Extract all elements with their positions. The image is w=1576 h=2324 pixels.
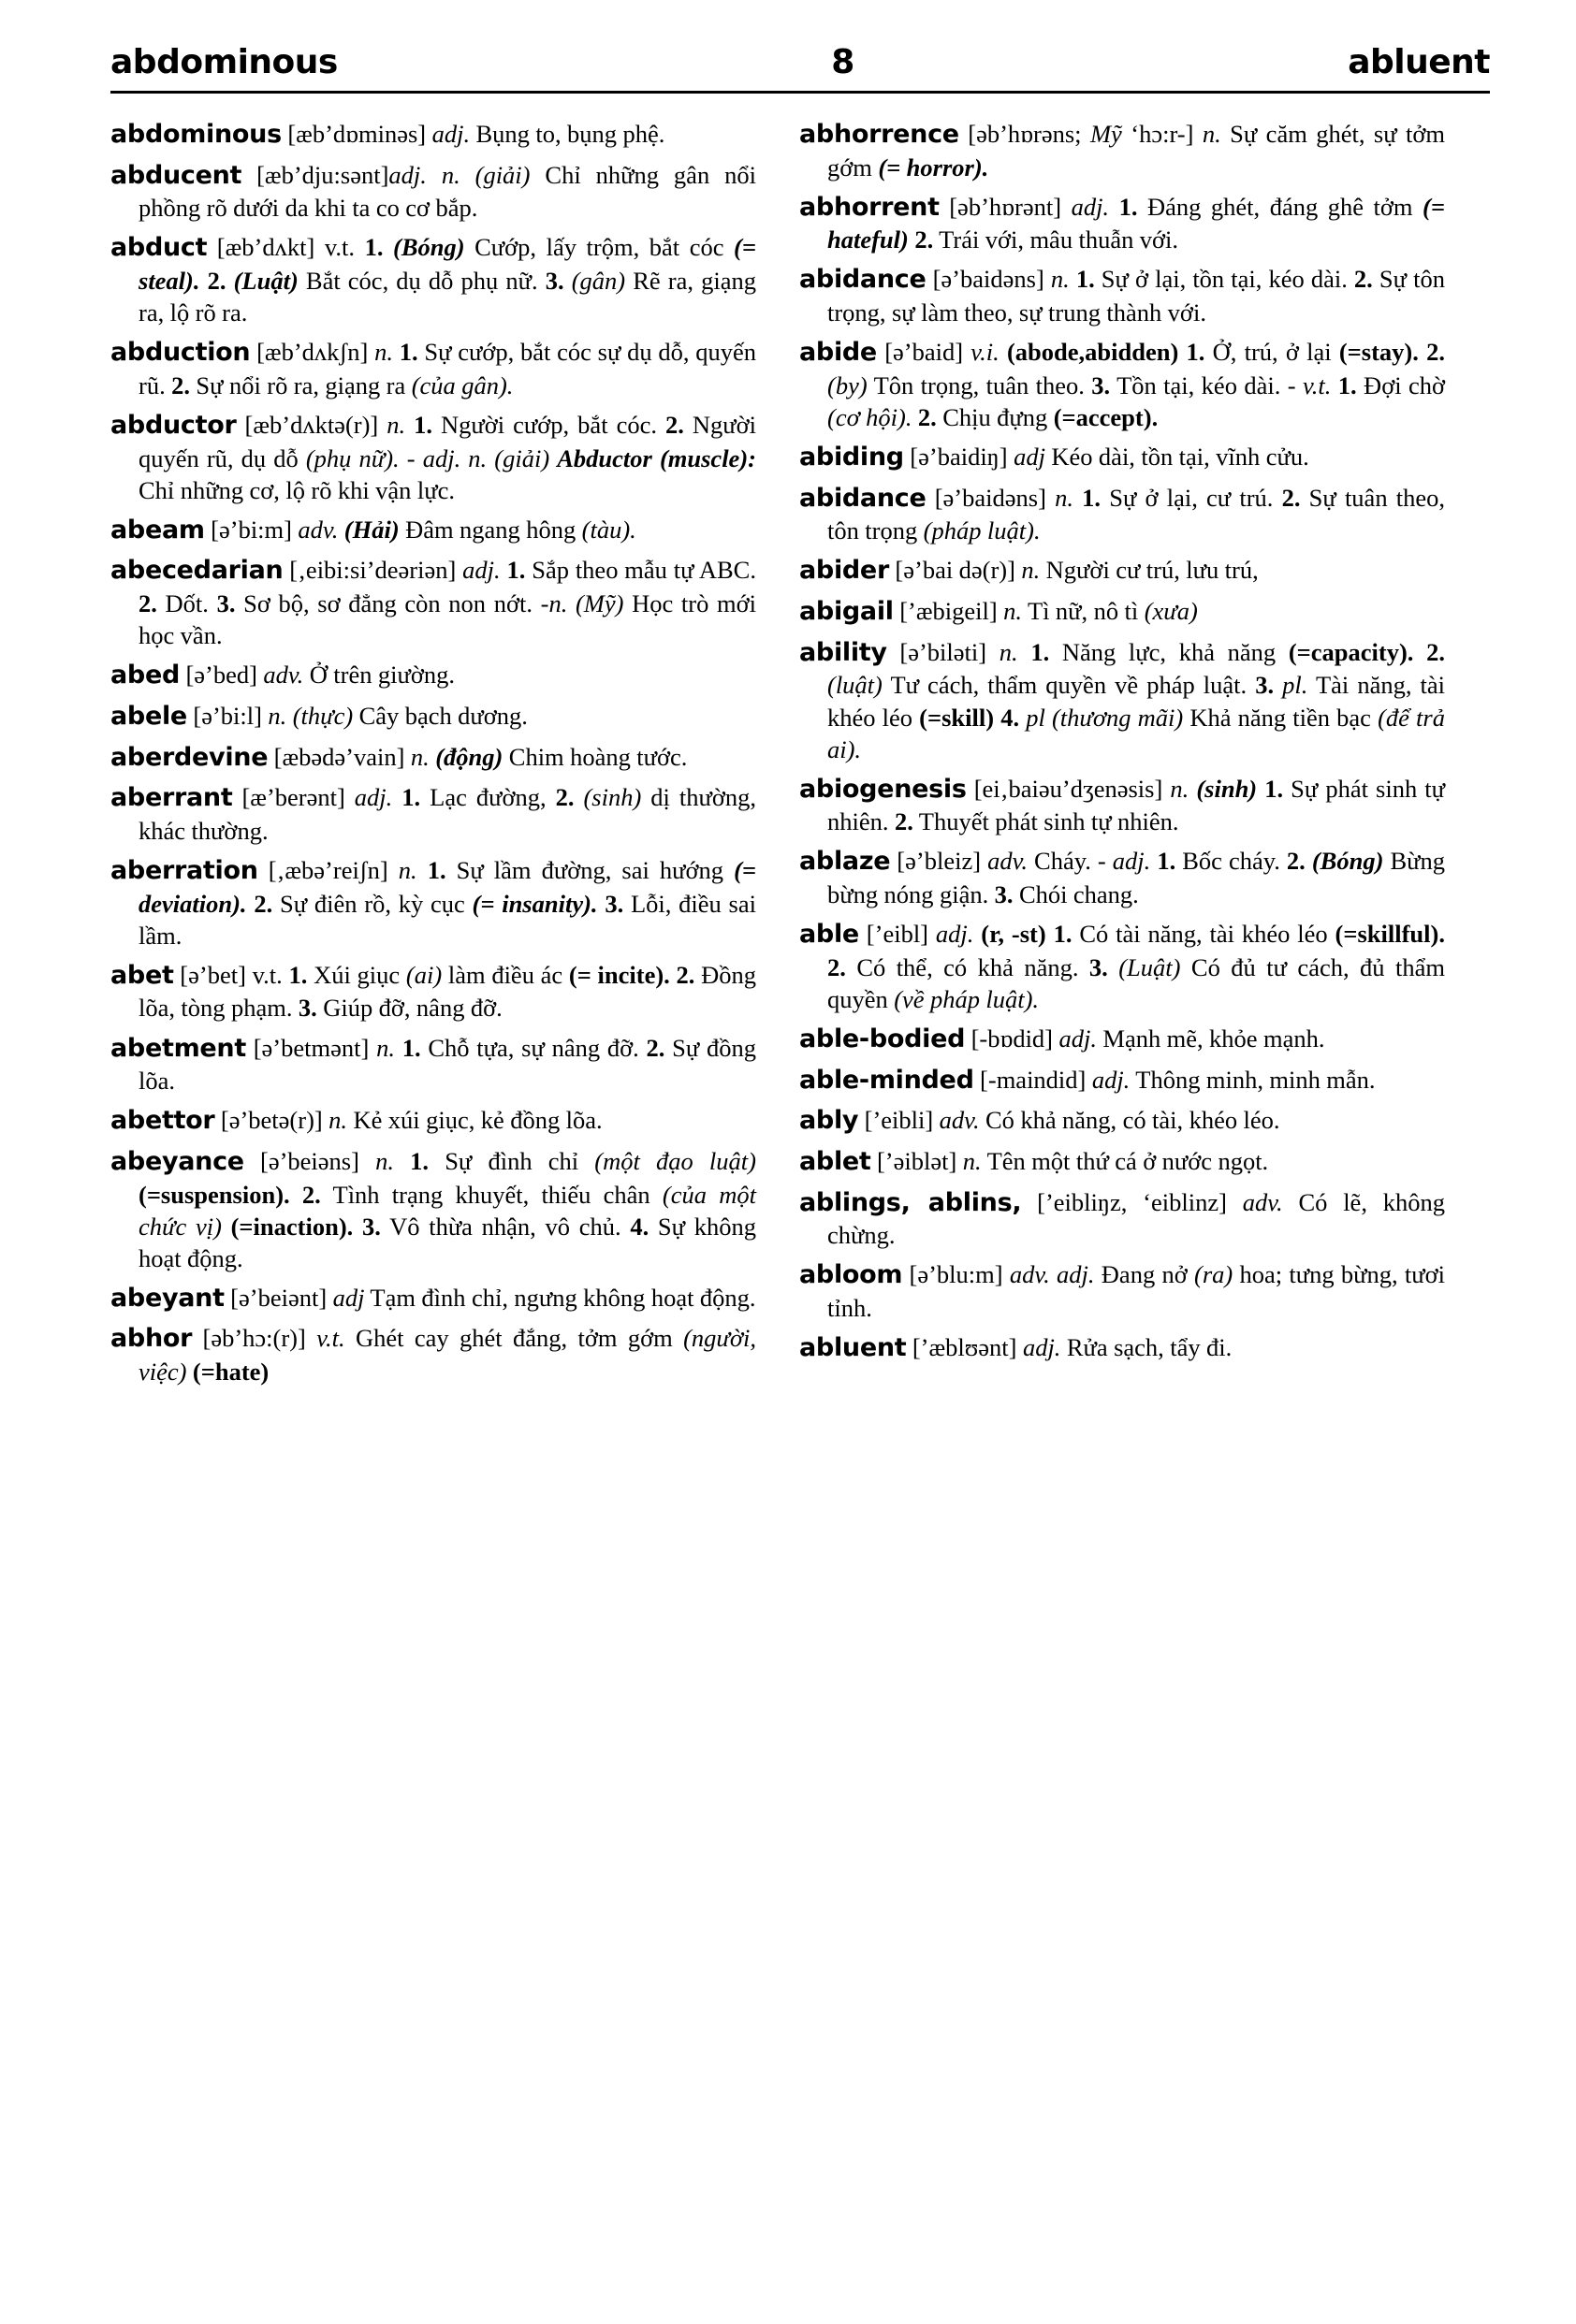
dictionary-entry [799, 191, 1445, 256]
entry-headword: ably [799, 1106, 859, 1136]
entry-definition: [-bɒdid] adj. Mạnh mẽ, khỏe mạnh. [970, 1024, 1325, 1053]
dictionary-entry [799, 482, 1445, 547]
dictionary-entry [799, 845, 1445, 910]
entry-definition: [ə’bed] adv. Ở trên giường. [185, 661, 456, 690]
entry-headword: abeyance [110, 1146, 244, 1176]
entry-definition: [əb’hɒrənt] adj. 1. Đáng ghét, đáng ghê tởm (= hateful) 2. Trái với, mâu thuẫn với. [827, 192, 1445, 254]
entry-headword: abidance [799, 265, 927, 295]
entry-definition: [æb’dɒminəs] adj. Bụng to, bụng phệ. [287, 120, 665, 148]
entry-headword: abduction [110, 338, 251, 368]
entry-headword: abhor [110, 1324, 193, 1354]
entry-headword: abidance [799, 483, 927, 513]
entry-definition: [ə’baidəns] n. 1. Sự ở lại, cư trú. 2. Sự tuân theo, tôn trọng (pháp luật). [827, 483, 1446, 545]
header-left-word: abdominous [110, 43, 338, 81]
entry-headword: abigail [799, 597, 894, 627]
entry-headword: aberdevine [110, 742, 269, 772]
dictionary-entry [799, 1258, 1445, 1324]
entry-definition: [ə’bi:l] n. (thực) Cây bạch dương. [193, 701, 528, 730]
dictionary-entry [110, 659, 756, 692]
entry-headword: abeyant [110, 1283, 225, 1313]
header-right-word: abluent [1348, 43, 1490, 81]
dictionary-entry [799, 1145, 1445, 1179]
entry-definition: [-maindid] adj. Thông minh, minh mẫn. [980, 1065, 1376, 1094]
dictionary-entry [110, 781, 756, 847]
dictionary-entry [110, 1145, 756, 1274]
entry-headword: abhorrent [799, 192, 940, 222]
entry-definition: [æb’dju:sənt]adj. n. (giải) Chỉ những gân nổi phồng rõ dưới da khi ta co cơ bắp. [139, 160, 756, 223]
entry-definition: [æb’dʌkʃn] n. 1. Sự cướp, bắt cóc sự dụ dỗ, quyến rũ. 2. Sự nổi rõ ra, giạng ra (của gân). [139, 338, 756, 399]
dictionary-entry [110, 741, 756, 775]
dictionary-entry [110, 700, 756, 734]
entry-definition: [ə’bi:m] adv. (Hải) Đâm ngang hông (tàu). [211, 515, 636, 544]
dictionary-entry [799, 918, 1445, 1015]
entry-headword: ability [799, 637, 887, 667]
entry-headword: able-minded [799, 1065, 974, 1095]
entry-definition: [əb’hɔ:(r)] v.t. Ghét cay ghét đắng, tởm gớm (người, việc) (=hate) [139, 1324, 756, 1387]
entry-definition: [æb’dʌkt] v.t. 1. (Bóng) Cướp, lấy trộm, bắt cóc (= steal). 2. (Luật) Bắt cóc, dụ dỗ phụ nữ. 3. (gân) Rẽ ra, giạng ra, lộ rõ ra. [139, 233, 756, 327]
entry-headword: ablaze [799, 847, 891, 877]
entry-headword: aberration [110, 855, 258, 885]
entry-headword: abiding [799, 442, 904, 472]
entry-headword: abductor [110, 410, 237, 440]
entry-headword: abhorrence [799, 120, 959, 149]
entry-headword: ablings, ablins, [799, 1187, 1022, 1217]
dictionary-entry [110, 159, 756, 225]
dictionary-entry [799, 1064, 1445, 1097]
entry-definition: [æb’dʌktə(r)] n. 1. Người cướp, bắt cóc. 2. Người quyến rũ, dụ dỗ (phụ nữ). - adj. n. (giải) Abductor (muscle): Chỉ những cơ, lộ rõ khi vận lực. [139, 410, 756, 504]
entry-definition: [’əiblət] n. Tên một thứ cá ở nước ngọt. [876, 1146, 1269, 1175]
dictionary-entry [110, 118, 756, 152]
header-rule [110, 91, 1490, 94]
entry-headword: aberrant [110, 783, 233, 813]
entry-definition: [’eibli] adv. Có khả năng, có tài, khéo léo. [864, 1106, 1280, 1135]
running-head [110, 43, 1490, 89]
entry-headword: abetment [110, 1033, 246, 1063]
entry-headword: abider [799, 556, 889, 586]
entry-definition: [æ’berənt] adj. 1. Lạc đường, 2. (sinh) dị thường, khác thường. [139, 783, 756, 845]
entry-definition: [’eibl] adj. (r, -st) 1. Có tài năng, tài khéo léo (=skillful). 2. Có thể, có khả năng. 3. (Luật) Có đủ tư cách, đủ thẩm quyền (về pháp luật). [827, 920, 1445, 1013]
entry-definition: [ə’beiəns] n. 1. Sự đình chỉ (một đạo luật) (=suspension). 2. Tình trạng khuyết, thiếu chân (của một chức vị) (=inaction). 3. Vô thừa nhận, vô chủ. 4. Sự không hoạt động. [139, 1146, 756, 1272]
dictionary-entry [110, 1032, 756, 1097]
column-right [799, 118, 1445, 2251]
entry-definition: [‚eibi:si’deəriən] adj. 1. Sắp theo mẫu tự ABC. 2. Dốt. 3. Sơ bộ, sơ đẳng còn non nớt. -n. (Mỹ) Học trò mới học vần. [139, 556, 756, 650]
entry-headword: abiogenesis [799, 774, 967, 804]
dictionary-entry [110, 554, 756, 651]
dictionary-entry [799, 1186, 1445, 1252]
entry-headword: abdominous [110, 120, 282, 149]
entry-headword: abele [110, 701, 187, 731]
dictionary-entry [799, 1104, 1445, 1138]
entry-definition: [ə’baid] v.i. (abode,abidden) 1. Ở, trú, ở lại (=stay). 2. (by) Tôn trọng, tuân theo. 3. Tồn tại, kéo dài. - v.t. 1. Đợi chờ (cơ hội). 2. Chịu đựng (=accept). [827, 338, 1445, 431]
entry-definition: [ə’beiənt] adj Tạm đình chỉ, ngưng không hoạt động. [230, 1283, 756, 1312]
entry-definition: [ə’bet] v.t. 1. Xúi giục (ai) làm điều ác (= incite). 2. Đồng lõa, tòng phạm. 3. Giúp đỡ, nâng đỡ. [139, 960, 756, 1023]
entry-headword: able-bodied [799, 1024, 966, 1053]
dictionary-entry [799, 1331, 1445, 1365]
dictionary-entry [110, 854, 756, 951]
dictionary-entry [799, 336, 1445, 433]
dictionary-entry [799, 1023, 1445, 1056]
entry-definition: [’æbigeil] n. Tì nữ, nô tì (xưa) [899, 597, 1198, 626]
entry-definition: [ə’baidiŋ] adj Kéo dài, tồn tại, vĩnh cửu. [910, 442, 1309, 471]
dictionary-entry [799, 554, 1445, 588]
dictionary-entry [110, 231, 756, 328]
dictionary-entry [110, 1282, 756, 1315]
entry-definition: [ə’bai də(r)] n. Người cư trú, lưu trú, [895, 556, 1259, 585]
dictionary-entry [799, 773, 1445, 838]
entry-headword: abluent [799, 1333, 907, 1363]
dictionary-entry [110, 1104, 756, 1138]
entry-definition: [ə’betə(r)] n. Kẻ xúi giục, kẻ đồng lõa. [220, 1106, 603, 1135]
entry-headword: abducent [110, 160, 242, 190]
entry-headword: abettor [110, 1106, 215, 1136]
page-number: 8 [831, 43, 854, 81]
entry-headword: ablet [799, 1146, 871, 1176]
dictionary-entry [799, 263, 1445, 328]
dictionary-entry [799, 441, 1445, 474]
entry-definition: [ə’baidəns] n. 1. Sự ở lại, tồn tại, kéo dài. 2. Sự tôn trọng, sự làm theo, sự trung thành với. [827, 265, 1445, 327]
columns-container [110, 118, 1490, 2251]
entry-headword: able [799, 920, 859, 950]
dictionary-entry [799, 595, 1445, 629]
entry-definition: [ə’blu:m] adv. adj. Đang nở (ra) hoa; tưng bừng, tươi tỉnh. [827, 1260, 1445, 1323]
dictionary-entry [110, 959, 756, 1024]
entry-definition: [ə’betmənt] n. 1. Chỗ tựa, sự nâng đỡ. 2. Sự đồng lõa. [139, 1033, 757, 1096]
column-left [110, 118, 756, 2251]
dictionary-entry [110, 336, 756, 401]
dictionary-entry [110, 514, 756, 547]
dictionary-entry [799, 118, 1445, 183]
entry-headword: abloom [799, 1260, 903, 1290]
entry-headword: abet [110, 960, 174, 990]
entry-definition: [æbədə’vain] n. (động) Chim hoàng tước. [273, 742, 688, 771]
entry-definition: [əb’hɒrəns; Mỹ ‘hɔ:r-] n. Sự căm ghét, sự tởm gớm (= horror). [827, 120, 1446, 182]
entry-headword: abide [799, 338, 877, 368]
entry-definition: [‚æbə’reiʃn] n. 1. Sự lầm đường, sai hướng (= deviation). 2. Sự điên rồ, kỳ cục (= insanity). 3. Lỗi, điều sai lầm. [139, 855, 756, 950]
entry-headword: abeam [110, 515, 205, 545]
dictionary-entry [799, 636, 1445, 765]
entry-definition: [ei‚baiəu’dʒenəsis] n. (sinh) 1. Sự phát sinh tự nhiên. 2. Thuyết phát sinh tự nhiên. [827, 774, 1445, 836]
entry-definition: [’eibliŋz, ‘eiblinz] adv. Có lẽ, không chừng. [827, 1187, 1445, 1250]
dictionary-entry [110, 409, 756, 506]
entry-headword: abed [110, 661, 180, 690]
entry-headword: abduct [110, 233, 208, 263]
entry-headword: abecedarian [110, 556, 284, 586]
entry-definition: [ə’biləti] n. 1. Năng lực, khả năng (=capacity). 2. (luật) Tư cách, thẩm quyền về pháp luật. 3. pl. Tài năng, tài khéo léo (=skill) 4. pl (thương mãi) Khả năng tiền bạc (để trả ai). [827, 637, 1445, 763]
entry-definition: [ə’bleiz] adv. Cháy. - adj. 1. Bốc cháy. 2. (Bóng) Bừng bừng nóng giận. 3. Chói chang. [827, 847, 1445, 909]
entry-definition: [’æblʊənt] adj. Rửa sạch, tẩy đi. [912, 1333, 1233, 1362]
dictionary-entry [110, 1322, 756, 1387]
